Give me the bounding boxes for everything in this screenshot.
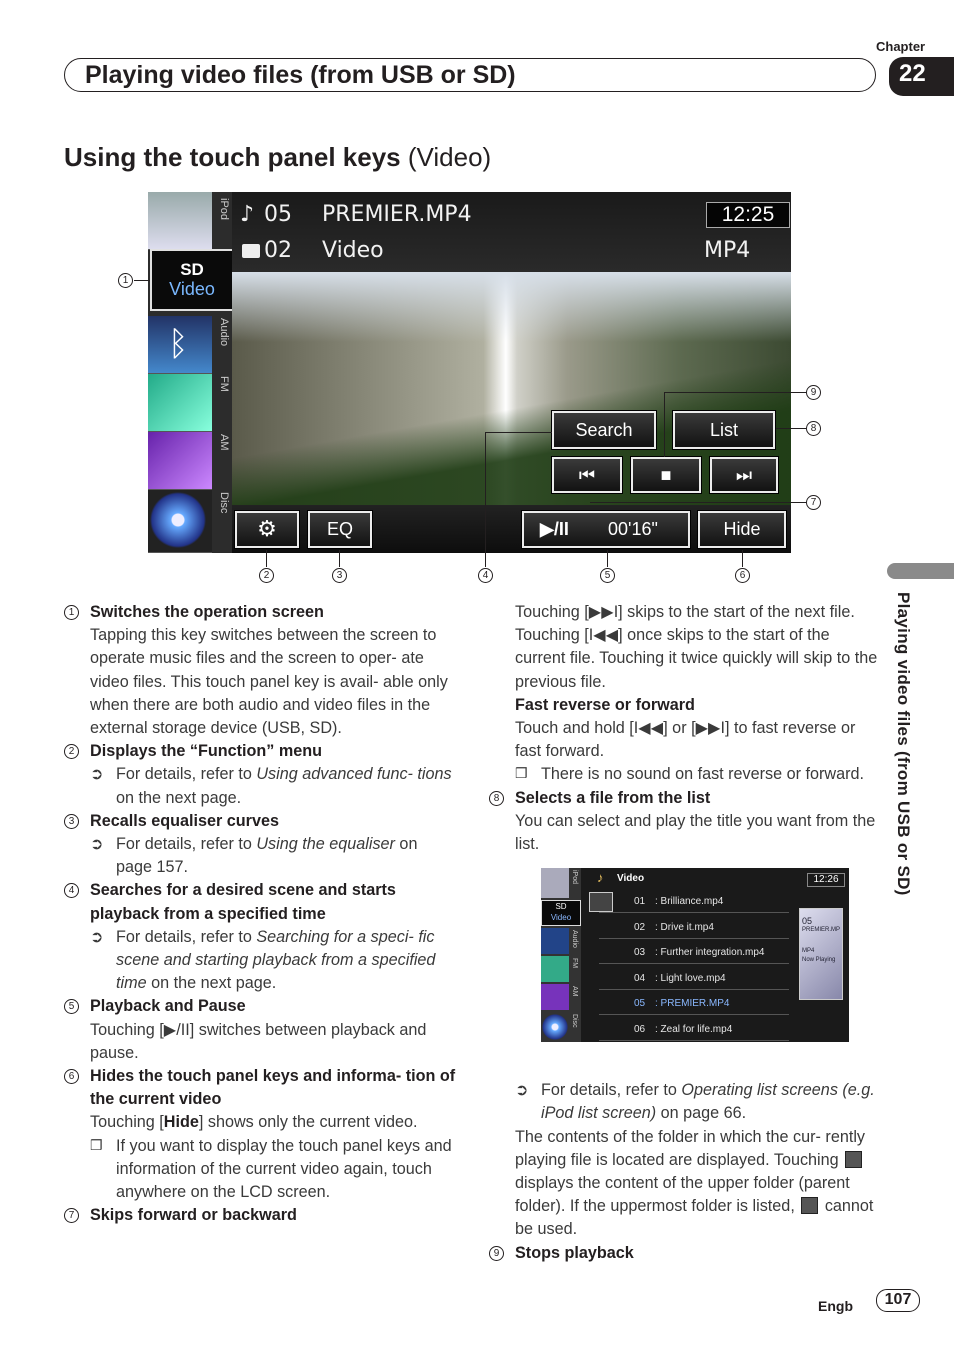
ipod-tile[interactable]	[148, 192, 212, 250]
page-title: Playing video files (from USB or SD)	[64, 58, 876, 92]
play-pause-button[interactable]	[522, 511, 690, 548]
sd-video-key[interactable]: SD Video	[150, 249, 234, 311]
chapter-label: Chapter	[876, 39, 926, 54]
callout-4: 4	[478, 568, 493, 583]
list-screenshot	[541, 868, 849, 1042]
item-6-note: ❒ If you want to display the touch panel keys and information of the current video again, touch anywhere on the LCD screen.	[64, 1135, 456, 1205]
sd-video-key: SD Video	[541, 900, 581, 926]
list-folder-name: Video	[617, 873, 645, 884]
source-sidebar	[148, 192, 232, 553]
callout-7: 7	[806, 495, 821, 510]
list-item[interactable]: 04 : Light love.mp4	[599, 968, 789, 990]
callout-line	[266, 550, 267, 567]
callout-line	[590, 502, 806, 503]
list-sidebar: iPod SD Video Audio FM AM Disc	[541, 868, 581, 1042]
callout-2: 2	[259, 568, 274, 583]
callout-9: 9	[806, 385, 821, 400]
folder-number: 02	[264, 238, 292, 263]
ipod-tile	[541, 868, 569, 898]
item-4-heading: 4 Searches for a desired scene and starts playback from a specified time	[64, 879, 456, 925]
fm-radio-icon[interactable]	[148, 374, 212, 432]
callout-line	[485, 432, 552, 433]
music-note-icon: ♪	[597, 870, 604, 885]
music-note-icon: ♪	[240, 202, 255, 227]
section-title: Using the touch panel keys (Video)	[64, 142, 492, 172]
device-screenshot	[148, 192, 791, 553]
item-7-heading: 7 Skips forward or backward	[64, 1204, 456, 1227]
list-item[interactable]: 01 : Brilliance.mp4	[599, 891, 789, 913]
list-button[interactable]: List	[673, 411, 775, 449]
item-1-heading: 1 Switches the operation screen	[64, 601, 456, 624]
bluetooth-icon	[541, 928, 569, 954]
file-format: MP4	[704, 238, 751, 263]
checkbox-icon: ❒	[90, 1136, 103, 1153]
list-item-selected[interactable]: 05 : PREMIER.MP4	[599, 993, 789, 1015]
item-1-body: Tapping this key switches between the screen to operate music files and the screen to oper- ate video files. This touch panel key is avail- able only when there are both audio and video files in the external storage device (USB, SD).	[90, 626, 448, 738]
am-radio-icon[interactable]	[148, 432, 212, 490]
disc-icon	[541, 1012, 569, 1042]
callout-line	[339, 550, 340, 567]
bluetooth-icon[interactable]: ᛒ	[148, 316, 212, 374]
folder-name: Video	[322, 238, 384, 263]
fm-radio-icon	[541, 956, 569, 982]
video-sky	[232, 272, 791, 342]
settings-icon[interactable]: ⚙	[235, 511, 299, 548]
callout-line	[607, 550, 608, 567]
callout-5: 5	[600, 568, 615, 583]
item-5-heading: 5 Playback and Pause	[64, 995, 456, 1018]
fast-heading: Fast reverse or forward	[515, 695, 695, 714]
skip-body: Touching [▶▶I] skips to the start of the next file. Touching [I◀◀] once skips to the start of the current file. Touching it twice quickly will skip to the previous file.	[515, 603, 878, 691]
item-9-heading: 9 Stops playback	[489, 1242, 881, 1265]
disc-icon[interactable]	[148, 490, 212, 553]
eq-button[interactable]: EQ	[308, 511, 372, 548]
fast-note: ❒ There is no sound on fast reverse or forward.	[489, 763, 881, 786]
page-number: 107	[876, 1289, 920, 1312]
list-item[interactable]: 06 : Zeal for life.mp4	[599, 1019, 789, 1041]
play-pause-icon: ▶/II	[540, 519, 569, 539]
callout-line	[664, 392, 665, 457]
now-playing-thumbnail: 05 PREMIER.MP MP4 Now Playing	[799, 908, 843, 1000]
item-6-body: Touching [Hide] shows only the current video.	[90, 1113, 418, 1132]
next-button[interactable]: ⏭	[710, 457, 778, 493]
fast-body: Touch and hold [I◀◀] or [▶▶I] to fast reverse or fast forward.	[515, 719, 856, 761]
callout-3: 3	[332, 568, 347, 583]
callout-1: 1	[118, 273, 133, 288]
callout-line	[134, 280, 150, 281]
sidebar-label-disc: Disc	[218, 492, 230, 514]
callout-line	[485, 432, 486, 567]
parent-folder-icon	[801, 1197, 818, 1214]
item-8-heading: 8 Selects a file from the list	[489, 787, 881, 810]
side-tab-title: Playing video files (from USB or SD)	[894, 592, 913, 896]
list-clock: 12:26	[807, 873, 845, 887]
arrow-icon: ➲	[90, 765, 104, 784]
playback-time: 00'16"	[608, 519, 658, 539]
arrow-icon: ➲	[515, 1081, 529, 1100]
track-name: PREMIER.MP4	[322, 202, 472, 227]
item-8-ref: ➲ For details, refer to Operating list screens (e.g. iPod list screen) on page 66.	[515, 1081, 875, 1123]
sidebar-label-audio: Audio	[218, 318, 230, 347]
left-column	[64, 601, 456, 1227]
parent-folder-icon	[845, 1151, 862, 1168]
hide-button[interactable]: Hide	[698, 511, 786, 548]
callout-line	[742, 550, 743, 567]
clock: 12:25	[706, 202, 790, 228]
callout-6: 6	[735, 568, 750, 583]
sidebar-label-am: AM	[218, 434, 230, 451]
item-3-ref: ➲ For details, refer to Using the equaliser on page 157.	[90, 835, 418, 877]
info-bar	[232, 192, 791, 272]
arrow-icon: ➲	[90, 927, 104, 946]
track-number: 05	[264, 202, 292, 227]
item-2-ref: ➲ For details, refer to Using advanced func- tions on the next page.	[90, 765, 452, 807]
item-5-body: Touching [▶/II] switches between playback and pause.	[90, 1020, 427, 1062]
chapter-number: 22	[889, 57, 954, 96]
list-item[interactable]: 03 : Further integration.mp4	[599, 942, 789, 964]
footer-language: Engb	[818, 1298, 853, 1314]
folder-icon	[242, 244, 260, 258]
callout-8: 8	[806, 421, 821, 436]
arrow-icon: ➲	[90, 835, 104, 854]
callout-line	[776, 428, 806, 429]
item-3-heading: 3 Recalls equaliser curves	[64, 810, 456, 833]
side-tab-marker	[887, 563, 954, 579]
stop-button[interactable]: ■	[631, 457, 701, 493]
callout-line	[664, 392, 806, 393]
am-radio-icon	[541, 984, 569, 1010]
item-6-heading: 6 Hides the touch panel keys and informa- tion of the current video	[64, 1065, 456, 1111]
search-button[interactable]: Search	[552, 411, 656, 449]
list-item[interactable]: 02 : Drive it.mp4	[599, 917, 789, 939]
sidebar-label-ipod: iPod	[218, 198, 230, 221]
item-8-body: You can select and play the title you want from the list.	[515, 811, 876, 854]
folder-body: The contents of the folder in which the cur- rently playing file is located are displayed. Touching displays the content of the upper folder (parent folder). If the uppermost folder is listed, cannot be used.	[515, 1127, 874, 1239]
checkbox-icon: ❒	[515, 765, 528, 782]
item-2-heading: 2 Displays the “Function” menu	[64, 740, 456, 763]
item-4-ref: ➲ For details, refer to Searching for a speci- fic scene and starting playback from a specified time on the next page.	[90, 927, 436, 993]
previous-button[interactable]: ⏮	[552, 457, 622, 493]
sidebar-label-fm: FM	[218, 376, 230, 392]
